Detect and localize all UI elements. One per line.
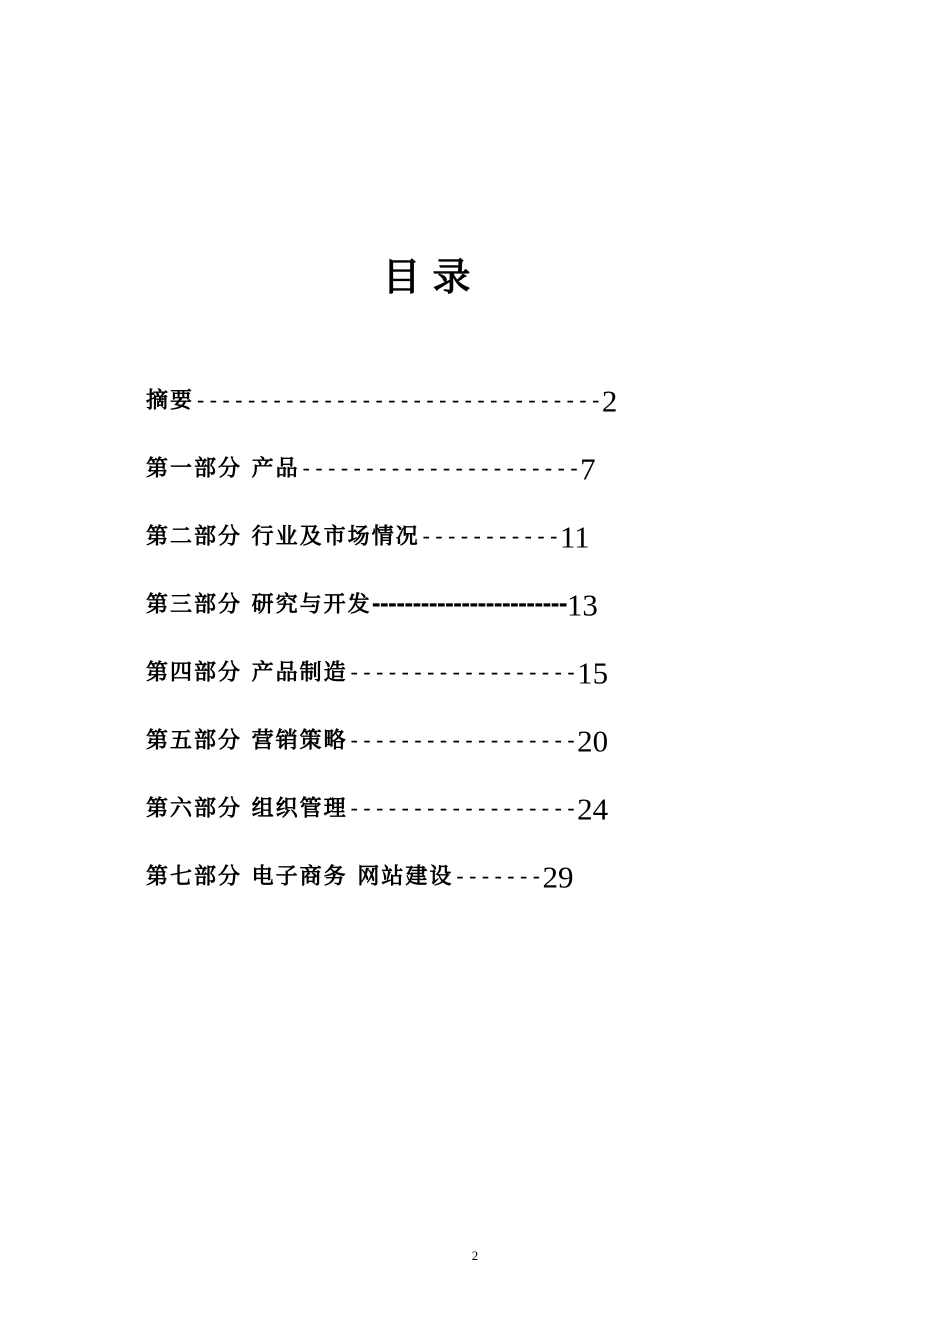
toc-entry-part-4[interactable] [146,648,786,716]
toc-entry-leader: -------------------------------- [194,388,602,414]
toc-entry-label: 摘要 [146,388,195,414]
toc-entry-leader: ------------------ [347,660,578,686]
toc-entry-page: 24 [577,791,609,827]
toc-entry-label: 第七部分 电子商务 网站建设 [146,864,454,890]
toc-entry-label: 第三部分 研究与开发 [146,592,372,618]
toc-entry-page: 29 [542,859,574,895]
toc-entry-page: 11 [559,519,590,555]
toc-entry-label: 第一部分 产品 [146,456,300,482]
toc-entry-page: 7 [580,451,596,487]
toc-entry-part-5[interactable] [146,716,786,784]
toc-entry-page: 20 [577,723,609,759]
toc-list [146,376,786,920]
toc-entry-label: 第二部分 行业及市场情况 [146,524,420,550]
toc-title: 目录 [382,255,483,299]
toc-entry-leader: ------------------ [347,796,578,822]
toc-entry-label: 第六部分 组织管理 [146,796,348,822]
toc-entry-part-3[interactable] [146,580,786,648]
toc-entry-label: 第五部分 营销策略 [146,728,348,754]
toc-entry-leader: ------------------------ [371,592,567,618]
toc-entry-leader: ------------------ [347,728,578,754]
toc-entry-summary[interactable] [146,376,786,444]
toc-entry-part-1[interactable] [146,444,786,512]
toc-entry-part-7[interactable] [146,852,786,920]
toc-entry-leader: ----------- [419,524,560,550]
footer-page-number: 2 [471,1248,479,1263]
toc-entry-part-6[interactable] [146,784,786,852]
toc-entry-page: 13 [566,587,598,623]
toc-entry-page: 15 [577,655,609,691]
toc-entry-label: 第四部分 产品制造 [146,660,348,686]
toc-entry-page: 2 [601,383,618,419]
toc-entry-leader: ------- [453,864,543,890]
toc-entry-leader: ---------------------- [299,456,581,482]
toc-entry-part-2[interactable] [146,512,786,580]
